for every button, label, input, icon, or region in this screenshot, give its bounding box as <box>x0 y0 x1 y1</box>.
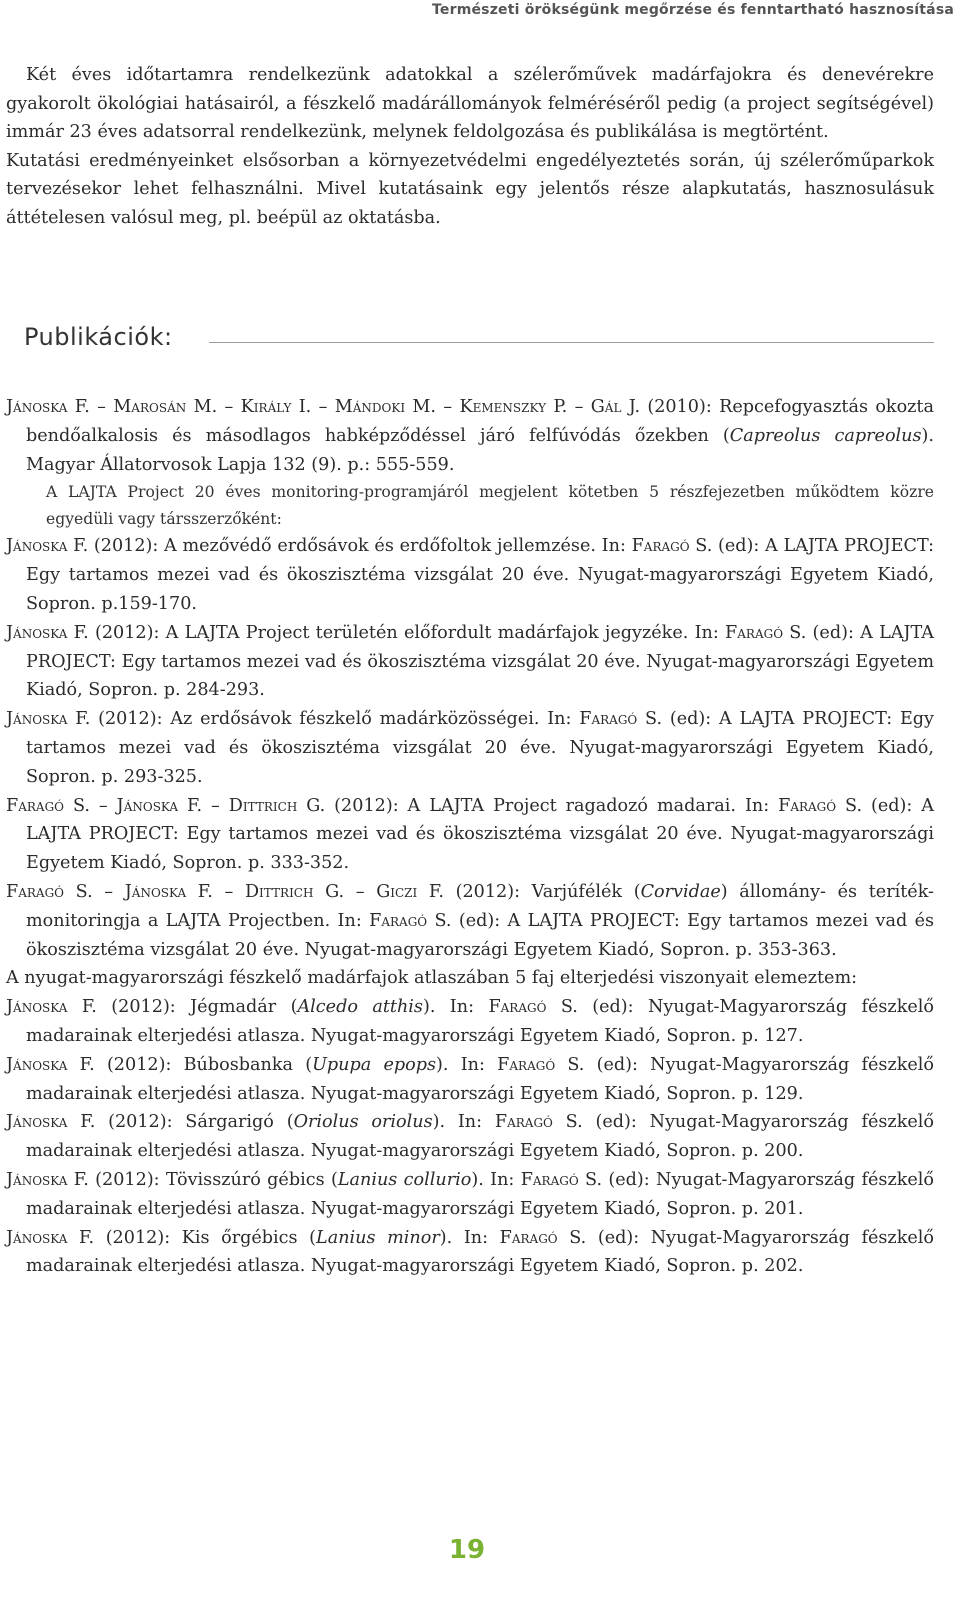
author: Jánoska <box>116 795 179 816</box>
author: Jánoska <box>6 1169 68 1190</box>
reference-text: S. (ed): Nyugat-Magyarország fészkelő madarainak elterjedési atlasza. Nyugat-magyarországi Egyetem Kiadó, Sopron. p. 200. <box>26 1112 934 1162</box>
species-name: Alcedo atthis <box>297 997 423 1018</box>
editor: Faragó <box>520 1169 579 1190</box>
author: Faragó <box>6 881 64 902</box>
reference-text: F. (2012): Az erdősávok fészkelő madárközösségei. In: <box>67 709 580 730</box>
author: Jánoska <box>6 1112 68 1133</box>
author-initial: M. – <box>405 397 460 417</box>
author-initial: F. – <box>186 881 245 902</box>
author: Jánoska <box>6 622 68 643</box>
author-initial: S. – <box>64 795 117 816</box>
editor: Faragó <box>579 709 638 730</box>
editor: Faragó <box>499 1227 558 1248</box>
intro-paragraph-1: Két éves időtartamra rendelkezünk adatokkal a szélerőművek madárfajokra és denevérekre gyakorolt ökológiai hatásairól, a fészkelő madárállományok felméréséről pedig (a project segítségével) immár 23 éves adatsorral rendelkezünk, melynek feldolgozása és publikálása is megtörtént. <box>6 65 934 142</box>
author: Király <box>240 397 292 417</box>
author: Kemenszky <box>459 397 547 417</box>
page-number: 19 <box>448 1535 486 1565</box>
species-name: Upupa epops <box>312 1054 437 1075</box>
reference-text: S. (ed): A LAJTA PROJECT: Egy tartamos mezei vad és ökoszisztéma vizsgálat 20 éve. Nyugat-magyarországi Egyetem Kiadó, Sopron. p. 284-293. <box>26 622 934 701</box>
author: Faragó <box>6 795 64 816</box>
author: Jánoska <box>6 709 68 730</box>
reference-text: ). In: <box>436 1054 498 1075</box>
reference-text: (2010): Repcefogyasztás okozta bendőalkalosis és másodlagos habképződéssel járó felfúvódás őzekben ( <box>26 397 934 446</box>
heading-rule <box>209 342 934 343</box>
reference-text: F. (2012): A mezővédő erdősávok és erdőfoltok jellemzése. In: <box>67 536 632 557</box>
author-initial: J. <box>621 397 641 417</box>
reference-text: ). Magyar Állatorvosok Lapja 132 (9). p.: 555-559. <box>26 425 934 475</box>
author: Jánoska <box>124 881 187 902</box>
reference-item <box>6 1108 934 1166</box>
author-initial: F. – <box>67 397 114 417</box>
species-name: Oriolus oriolus <box>293 1112 433 1133</box>
editor: Faragó <box>494 1112 553 1133</box>
reference-item <box>6 1051 934 1109</box>
reference-item <box>6 705 934 791</box>
author: Jánoska <box>6 1054 68 1075</box>
species-name: Corvidae <box>640 881 721 902</box>
reference-text: F. (2012): Búbosbanka ( <box>67 1054 313 1075</box>
species-name: Capreolus capreolus <box>729 425 922 446</box>
intro-paragraph-2: Kutatási eredményeinket elsősorban a környezetvédelmi engedélyeztetés során, új szélerőműparkok tervezésekor lehet felhasználni. Mivel kutatásaink egy jelentős része alapkutatás, hasznosulásuk áttételesen valósul meg, pl. beépül az oktatásba. <box>6 150 934 228</box>
running-header: Természeti örökségünk megőrzése és fenntartható hasznosítása <box>432 2 954 18</box>
section-heading: Publikációk: <box>24 323 173 351</box>
publication-list <box>6 393 934 1281</box>
reference-text: G. (2012): A LAJTA Project ragadozó madarai. In: <box>297 795 779 816</box>
reference-item <box>6 993 934 1051</box>
species-name: Lanius minor <box>316 1227 440 1248</box>
author: Dittrich <box>244 881 314 902</box>
reference-text: S. (ed): A LAJTA PROJECT: Egy tartamos mezei vad és ökoszisztéma vizsgálat 20 éve. Nyugat-magyarországi Egyetem Kiadó, Sopron. p. 333-352. <box>26 795 934 874</box>
editor: Faragó <box>778 795 837 816</box>
reference-text: S. (ed): A LAJTA PROJECT: Egy tartamos mezei vad és ökoszisztéma vizsgálat 20 éve. Nyugat-magyarországi Egyetem Kiadó, Sopron. p.159-170. <box>26 536 934 614</box>
author-initial: G. – <box>313 881 377 902</box>
reference-text: F. (2012): Tövisszúró gébics ( <box>67 1169 338 1190</box>
author-initial: S. – <box>64 881 125 902</box>
reference-text: S. (ed): Nyugat-Magyarország fészkelő madarainak elterjedési atlasza. Nyugat-magyarországi Egyetem Kiadó, Sopron. p. 201. <box>26 1169 935 1219</box>
author: Marosán <box>113 397 187 417</box>
author-initial: P. – <box>546 397 591 417</box>
reference-item <box>6 1224 934 1282</box>
reference-text: ). In: <box>422 997 489 1018</box>
reference-text: S. (ed): Nyugat-Magyarország fészkelő madarainak elterjedési atlasza. Nyugat-magyarországi Egyetem Kiadó, Sopron. p. 202. <box>26 1227 934 1277</box>
editor: Faragó <box>497 1054 556 1075</box>
species-name: Lanius collurio <box>337 1169 472 1190</box>
reference-item <box>6 393 934 479</box>
reference-text: F. (2012): Varjúfélék ( <box>417 881 641 902</box>
author: Jánoska <box>6 397 68 417</box>
reference-text: S. (ed): A LAJTA PROJECT: Egy tartamos mezei vad és ökoszisztéma vizsgálat 20 éve. Nyugat-magyarországi Egyetem Kiadó, Sopron. p. 353-363. <box>26 910 935 960</box>
intro-section <box>6 61 934 232</box>
editor: Faragó <box>369 910 428 931</box>
editor: Faragó <box>725 622 784 643</box>
reference-item <box>6 1166 934 1224</box>
reference-text: ). In: <box>432 1112 495 1133</box>
author: Jánoska <box>6 536 68 557</box>
author: Gál <box>590 397 622 417</box>
section-note: A LAJTA Project 20 éves monitoring-programjáról megjelent kötetben 5 részfejezetben működtem közre egyedüli vagy társszerzőként: <box>46 483 934 528</box>
editor: Faragó <box>488 997 547 1018</box>
reference-text: ). In: <box>471 1169 521 1190</box>
reference-item <box>6 619 934 705</box>
reference-text: S. (ed): A LAJTA PROJECT: Egy tartamos mezei vad és ökoszisztéma vizsgálat 20 éve. Nyugat-magyarországi Egyetem Kiadó, Sopron. p. 293-325. <box>26 709 934 787</box>
reference-text: ) állomány- és teríték-monitoringja a LAJTA Projectben. In: <box>26 881 935 931</box>
author: Giczi <box>376 881 418 902</box>
author: Jánoska <box>6 1227 68 1248</box>
reference-item <box>6 878 934 964</box>
reference-text: F. (2012): A LAJTA Project területén előfordult madárfajok jegyzéke. In: <box>67 622 726 643</box>
author-initial: F. – <box>178 795 229 816</box>
author: Jánoska <box>6 997 68 1018</box>
section-note: A nyugat-magyarországi fészkelő madárfajok atlaszában 5 faj elterjedési viszonyait elemeztem: <box>6 968 858 989</box>
reference-text: ). In: <box>439 1227 500 1248</box>
reference-text: F. (2012): Jégmadár ( <box>67 997 298 1018</box>
reference-text: S. (ed): Nyugat-Magyarország fészkelő madarainak elterjedési atlasza. Nyugat-magyarországi Egyetem Kiadó, Sopron. p. 127. <box>26 997 934 1046</box>
author: Mándoki <box>334 397 406 417</box>
editor: Faragó <box>631 536 690 557</box>
reference-text: S. (ed): Nyugat-Magyarország fészkelő madarainak elterjedési atlasza. Nyugat-magyarországi Egyetem Kiadó, Sopron. p. 129. <box>26 1054 935 1104</box>
reference-text: F. (2012): Kis őrgébics ( <box>67 1227 317 1248</box>
reference-item <box>6 792 934 878</box>
reference-item <box>6 532 934 618</box>
author-initial: M. – <box>186 397 241 417</box>
author: Dittrich <box>228 795 298 816</box>
reference-text: F. (2012): Sárgarigó ( <box>67 1112 294 1133</box>
author-initial: I. – <box>291 397 335 417</box>
